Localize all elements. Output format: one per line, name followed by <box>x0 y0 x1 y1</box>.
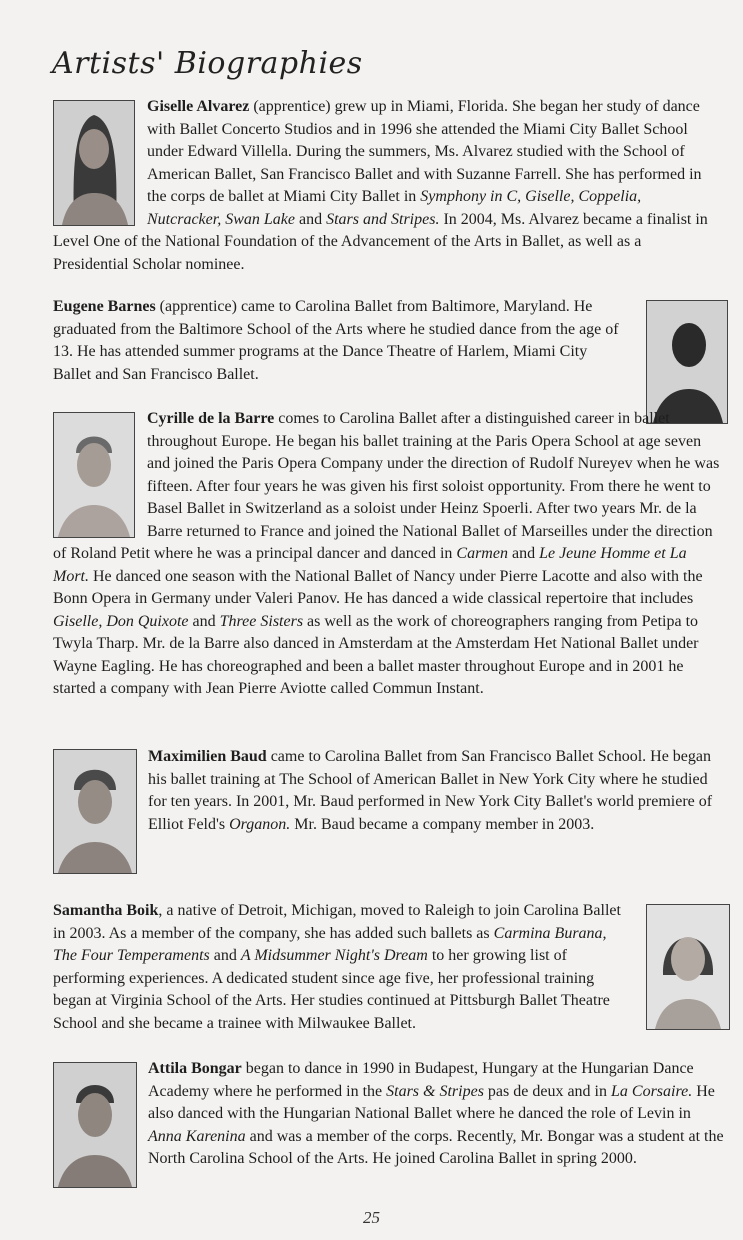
artist-bio: Cyrille de la Barre comes to Carolina Ballet after a distinguished career in ballet throughout Europe. He began his ballet training at the Paris Opera School at age seven and joined the Paris Opera Company under the direction of Rudolf Nureyev when he was fifteen. After four years he was given his first soloist opportunity. From there he went to Basel Ballet in Switzerland as a soloist under Heinz Spoerli. After two years Mr. de la Barre returned to France and joined the National Ballet of Marseilles under the direction of Roland Petit where he was a principal dancer and danced in Carmen and Le Jeune Homme et La Mort. He danced one season with the National Ballet of Nancy under Pierre Lacotte and also with the Bonn Opera in Germany under Valeri Panov. He has danced a wide classical repertoire that includes Giselle, Don Quixote and Three Sisters as well as the work of choreographers ranging from Petipa to Twyla Tharp. Mr. de la Barre also danced in Amsterdam at the Amsterdam Het National Ballet under Wayne Eagling. He has choreographed and been a ballet master throughout Europe and in 2001 he started a company with Jean Pierre Aviotte called Commun Instant. <box>53 410 720 697</box>
headshot-photo <box>53 1062 137 1188</box>
artist-bio: Eugene Barnes (apprentice) came to Carolina Ballet from Baltimore, Maryland. He graduated from the Baltimore School of the Arts where he studied dance from the age of 13. He has attended summer programs at the Dance Theatre of Harlem, Miami City Ballet and San Francisco Ballet. <box>53 298 619 383</box>
artist-name: Cyrille de la Barre <box>147 410 275 427</box>
artist-name: Eugene Barnes <box>53 298 156 315</box>
artist-bio: Maximilien Baud came to Carolina Ballet from San Francisco Ballet School. He began his ballet training at The School of American Ballet in New York City where he studied for ten years. In 2001, Mr. Baud performed in New York City Ballet's world premiere of Elliot Feld's Organon. Mr. Baud became a company member in 2003. <box>148 748 713 833</box>
artist-name: Maximilien Baud <box>148 748 267 765</box>
artist-bio: Giselle Alvarez (apprentice) grew up in Miami, Florida. She began her study of dance with Ballet Concerto Studios and in 1996 she attended the Miami City Ballet School under Edward Villella. During the summers, Ms. Alvarez studied with the School of American Ballet, San Francisco Ballet and with Suzanne Farrell. She has performed in the corps de ballet at Miami City Ballet in Symphony in C, Giselle, Coppelia, Nutcracker, Swan Lake and Stars and Stripes. In 2004, Ms. Alvarez became a finalist in Level One of the National Foundation of the Advancement of the Arts in Ballet, as well as a Presidential Scholar nominee. <box>53 98 708 273</box>
artist-name: Giselle Alvarez <box>147 98 250 115</box>
artist-bio: Attila Bongar began to dance in 1990 in Budapest, Hungary at the Hungarian Dance Academy where he performed in the Stars & Stripes pas de deux and in La Corsaire. He also danced with the Hungarian National Ballet where he danced the role of Levin in Anna Karenina and was a member of the corps. Recently, Mr. Bongar was a student at the North Carolina School of the Arts. He joined Carolina Ballet in spring 2000. <box>148 1060 724 1167</box>
artist-name: Samantha Boik <box>53 902 159 919</box>
artist-name: Attila Bongar <box>148 1060 242 1077</box>
artist-bio: Samantha Boik, a native of Detroit, Michigan, moved to Raleigh to join Carolina Ballet in 2003. As a member of the company, she has added such ballets as Carmina Burana, The Four Temperaments and A Midsummer Night's Dream to her growing list of performing experiences. A dedicated student since age five, her professional training began at Virginia School of the Arts. Her studies continued at Pittsburgh Ballet Theatre School and she became a trainee with Milwaukee Ballet. <box>53 902 621 1032</box>
page-number: 25 <box>363 1208 380 1227</box>
headshot-photo <box>53 749 137 874</box>
headshot-photo <box>646 904 730 1030</box>
page-title: Artists' Biographies <box>52 46 363 81</box>
headshot-photo <box>646 300 728 424</box>
